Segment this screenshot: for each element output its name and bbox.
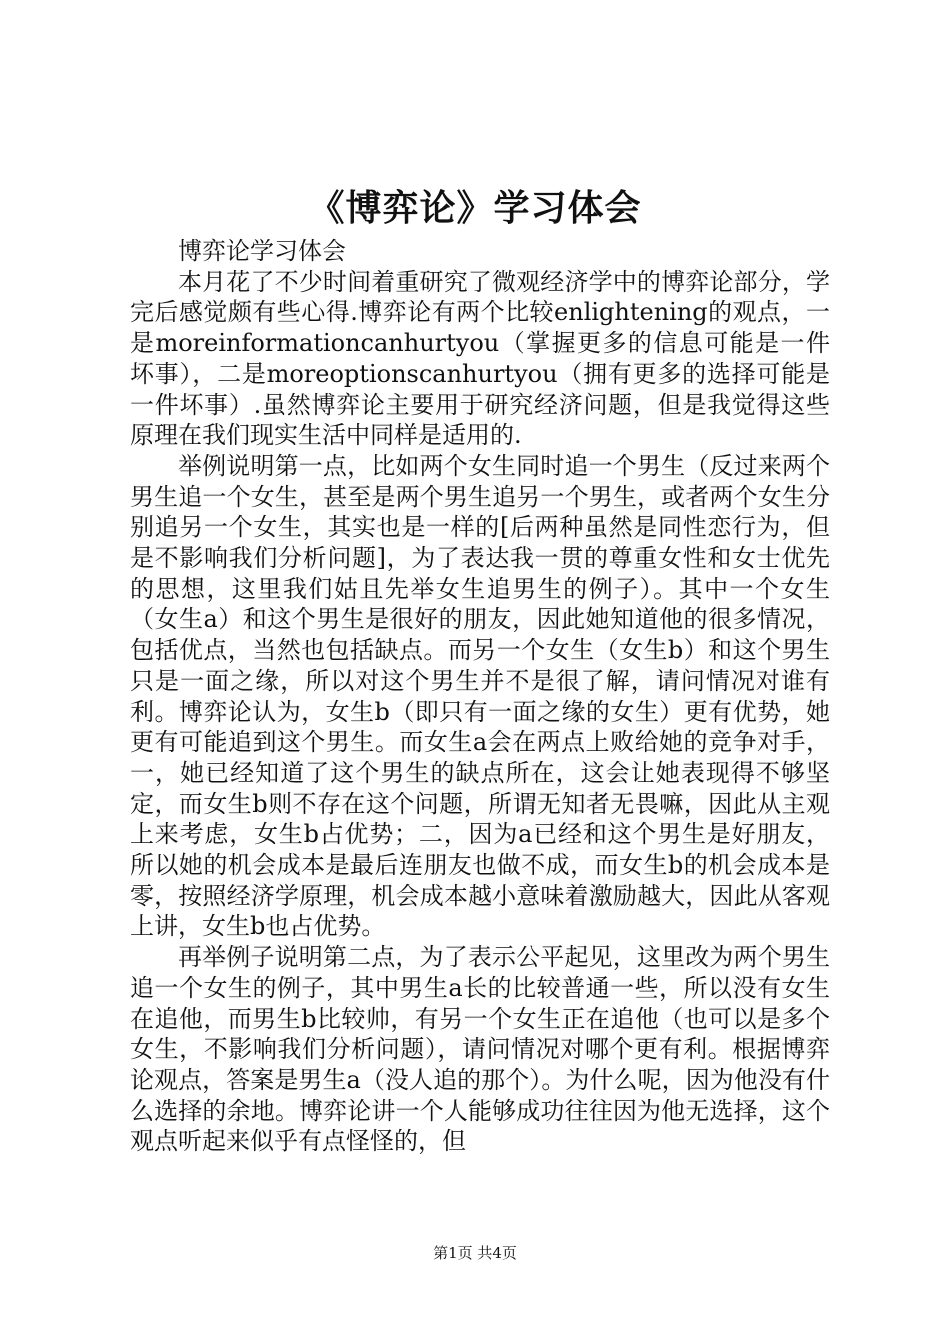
paragraph-subtitle: 博弈论学习体会 — [178, 237, 346, 265]
page-number-footer: 第1页 共4页 — [433, 1244, 517, 1262]
paragraph-intro: 本月花了不少时间着重研究了微观经济学中的博弈论部分，学完后感觉颇有些心得.博弈论有两个比较enlightening的观点，一是moreinformationcanhurtyou（掌握更多的信息可能是一件坏事），二是moreoptionscanhurtyou（拥有更多的选择可能是一件坏事）.虽然博弈论主要用于研究经济问题，但是我觉得这些原理在我们现实生活中同样是适用的. — [130, 267, 830, 450]
document-body — [130, 236, 830, 1157]
paragraph-example-one: 举例说明第一点，比如两个女生同时追一个男生（反过来两个男生追一个女生，甚至是两个男生追另一个男生，或者两个女生分别追另一个女生，其实也是一样的[后两种虽然是同性恋行为，但是不影响我们分析问题]，为了表达我一贯的尊重女性和女士优先的思想，这里我们姑且先举女生追男生的例子）。其中一个女生（女生a）和这个男生是很好的朋友，因此她知道他的很多情况，包括优点，当然也包括缺点。而另一个女生（女生b）和这个男生只是一面之缘，所以对这个男生并不是很了解，请问情况对谁有利。博弈论认为，女生b（即只有一面之缘的女生）更有优势，她更有可能追到这个男生。而女生a会在两点上败给她的竞争对手，一，她已经知道了这个男生的缺点所在，这会让她表现得不够坚定，而女生b则不存在这个问题，所谓无知者无畏嘛，因此从主观上来考虑，女生b占优势；二，因为a已经和这个男生是好朋友，所以她的机会成本是最后连朋友也做不成，而女生b的机会成本是零，按照经济学原理，机会成本越小意味着激励越大，因此从客观上讲，女生b也占优势。 — [130, 451, 830, 941]
document-title: 《博弈论》学习体会 — [308, 187, 642, 229]
paragraph-example-two: 再举例子说明第二点，为了表示公平起见，这里改为两个男生追一个女生的例子，其中男生a长的比较普通一些，所以没有女生在追他，而男生b比较帅，有另一个女生正在追他（也可以是多个女生，不影响我们分析问题），请问情况对哪个更有利。根据博弈论观点，答案是男生a（没人追的那个）。为什么呢，因为他没有什么选择的余地。博弈论讲一个人能够成功往往因为他无选择，这个观点听起来似乎有点怪怪的，但 — [130, 943, 830, 1156]
